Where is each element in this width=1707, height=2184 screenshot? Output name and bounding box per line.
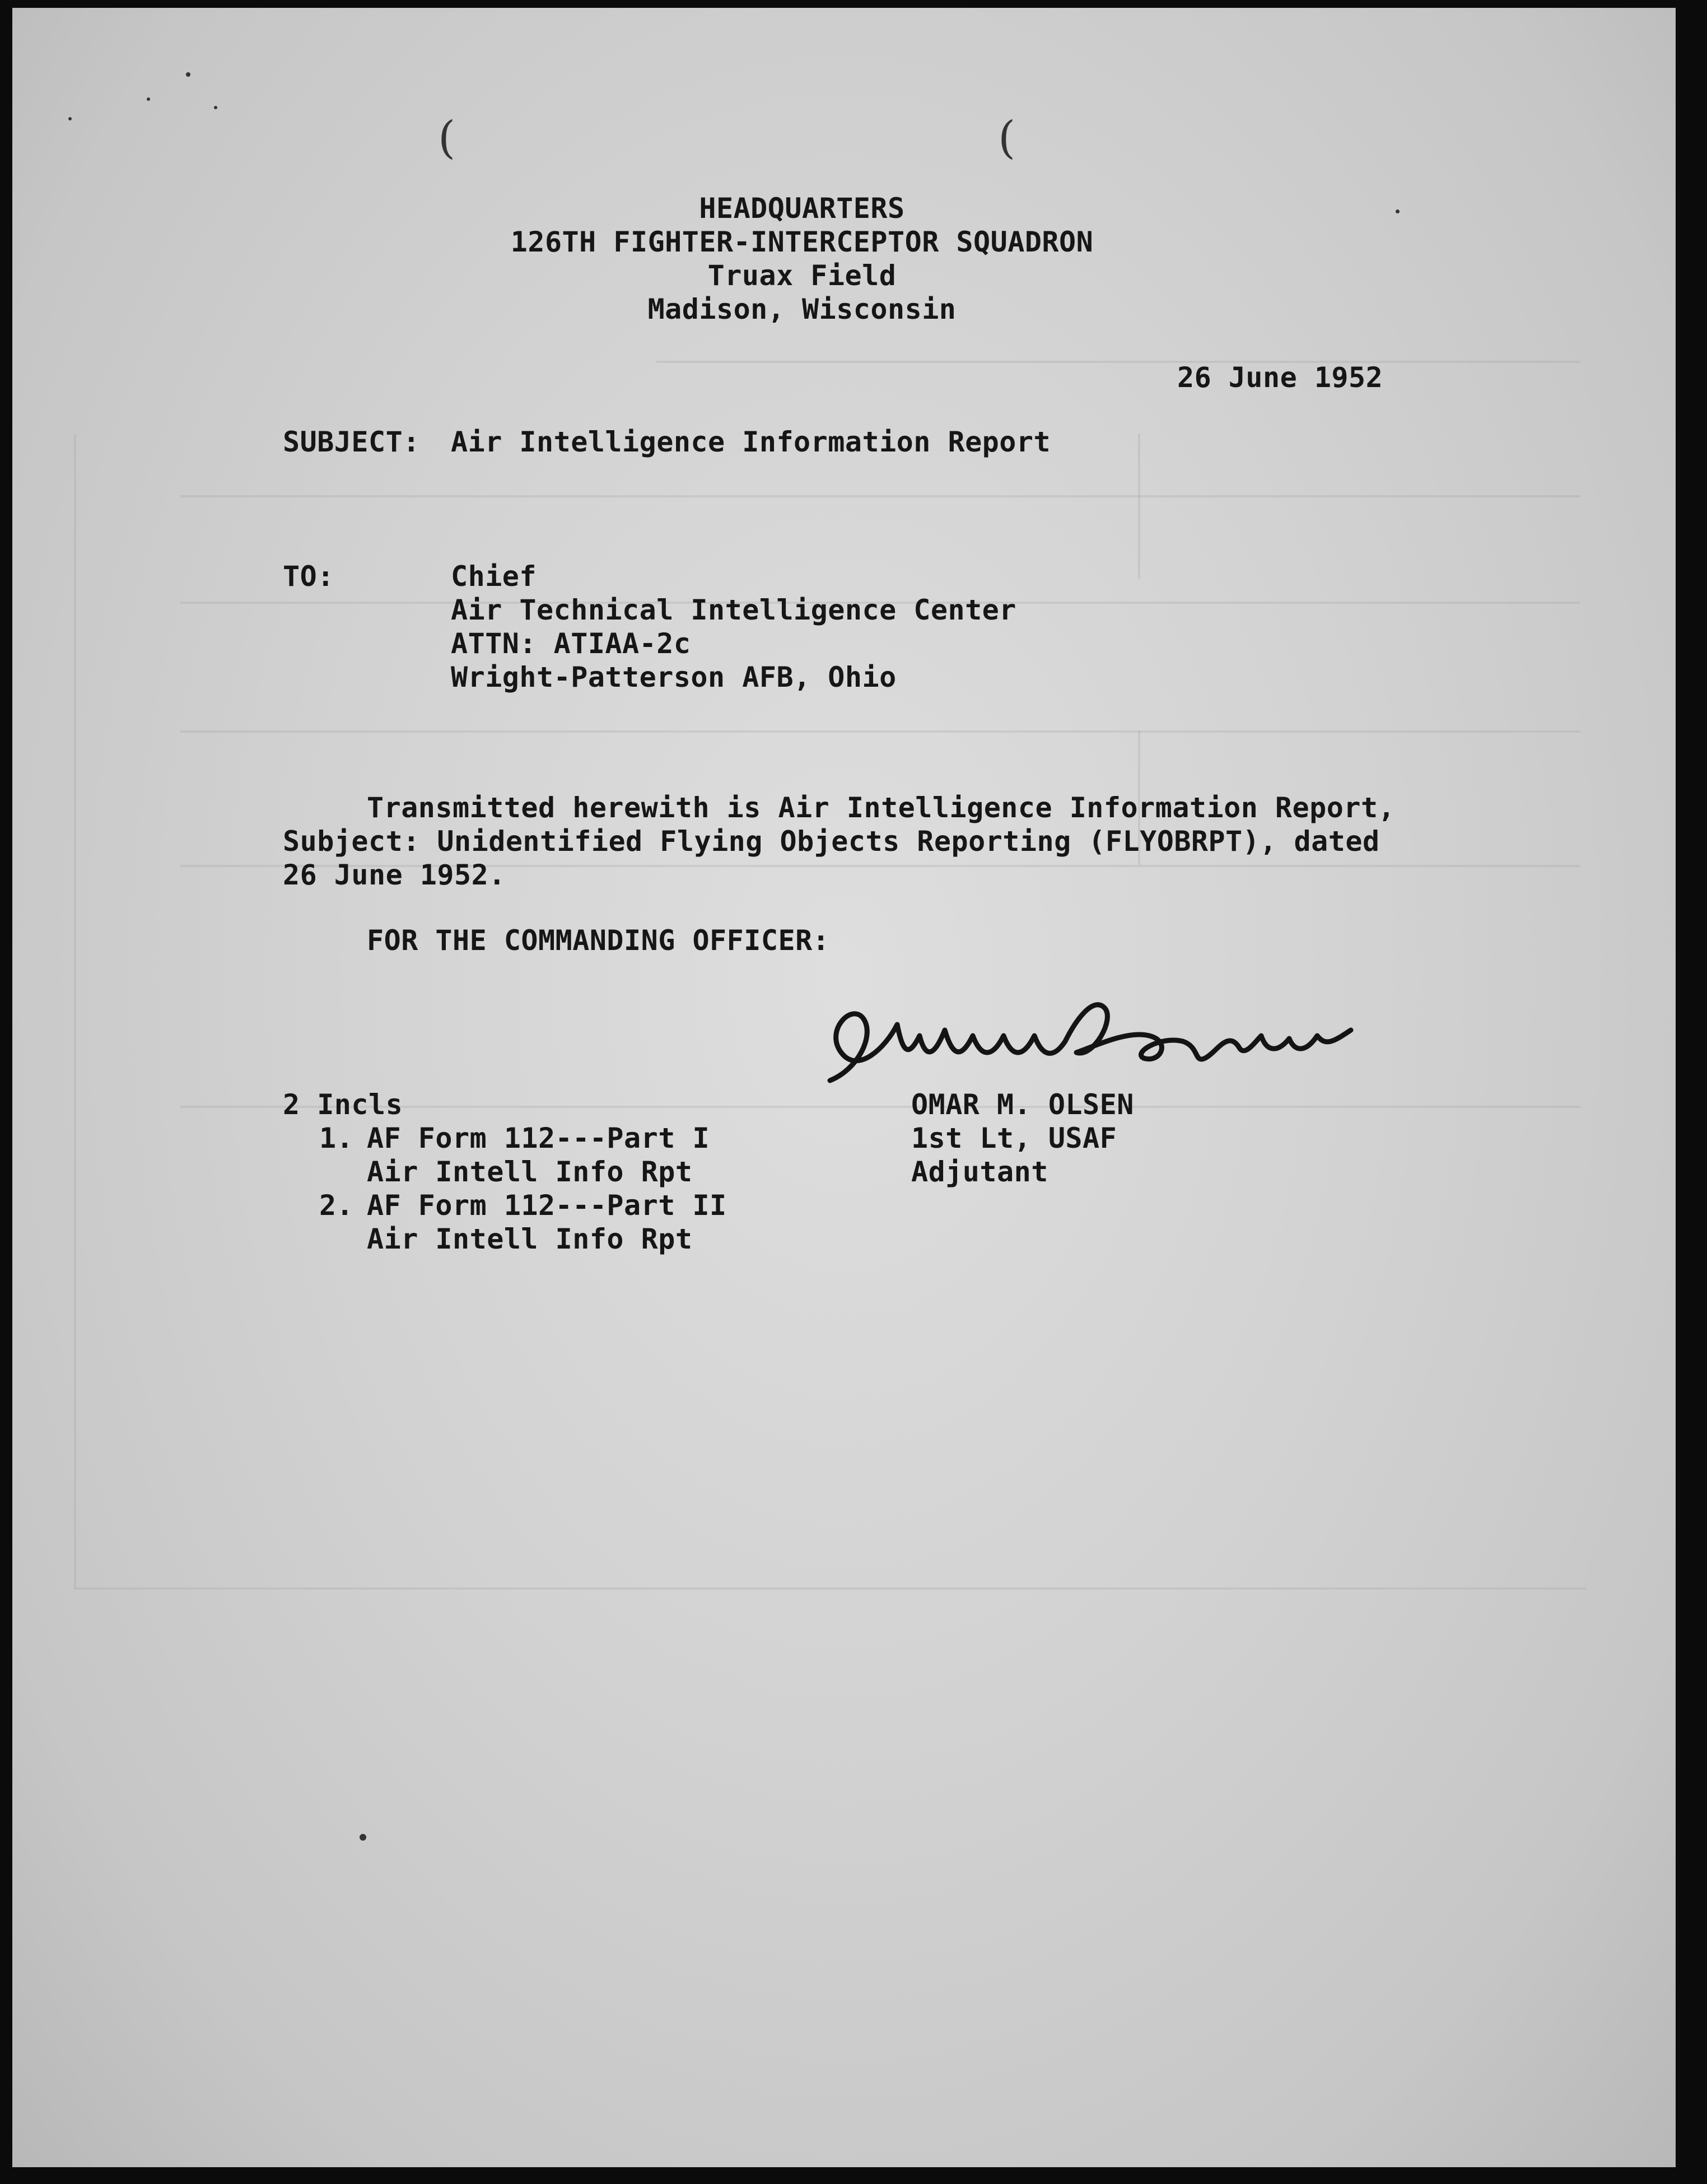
bleed-through-line [1138, 434, 1140, 579]
closing-line: FOR THE COMMANDING OFFICER: [367, 924, 830, 957]
enclosure-line: Air Intell Info Rpt [367, 1156, 693, 1188]
speck [68, 117, 72, 120]
document-page [12, 8, 1676, 2167]
enclosure-line: AF Form 112---Part I [367, 1122, 710, 1154]
body-line: Subject: Unidentified Flying Objects Reporting (FLYOBRPT), dated [283, 825, 1380, 858]
letterhead-line-3: Truax Field [707, 259, 897, 292]
signer-name: OMAR M. OLSEN [911, 1088, 1134, 1121]
bleed-through-line [656, 361, 1580, 363]
bleed-through-line [74, 434, 76, 1587]
signer-rank: 1st Lt, USAF [911, 1122, 1117, 1154]
bleed-through-line [74, 1587, 1586, 1590]
to-line: Air Technical Intelligence Center [451, 594, 1016, 626]
letterhead-line-1: HEADQUARTERS [699, 192, 905, 225]
speck [147, 97, 150, 101]
to-line: Chief [451, 560, 537, 593]
to-label: TO: [283, 560, 334, 593]
punch-mark: ( [998, 111, 1016, 164]
enclosures-heading: 2 Incls [283, 1088, 403, 1121]
document-date: 26 June 1952 [1177, 361, 1383, 394]
handwritten-signature [813, 985, 1373, 1097]
to-line: ATTN: ATIAA-2c [451, 627, 691, 660]
enclosure-number: 1. [319, 1122, 354, 1154]
enclosure-number: 2. [319, 1189, 354, 1222]
punch-mark: ( [438, 111, 456, 164]
bleed-through-line [180, 495, 1580, 497]
enclosure-line: Air Intell Info Rpt [367, 1223, 693, 1255]
letterhead-line-4: Madison, Wisconsin [647, 293, 957, 325]
speck [186, 72, 190, 77]
signer-title: Adjutant [911, 1156, 1048, 1188]
enclosure-line: AF Form 112---Part II [367, 1189, 727, 1222]
bleed-through-line [180, 730, 1580, 733]
body-line: Transmitted herewith is Air Intelligence Information Report, [367, 791, 1396, 824]
speck [360, 1834, 366, 1841]
subject-text: Air Intelligence Information Report [451, 426, 1051, 458]
to-line: Wright-Patterson AFB, Ohio [451, 661, 897, 693]
body-line: 26 June 1952. [283, 859, 506, 891]
subject-label: SUBJECT: [283, 426, 420, 458]
letterhead-line-2: 126TH FIGHTER-INTERCEPTOR SQUADRON [510, 226, 1094, 258]
speck [214, 106, 217, 109]
